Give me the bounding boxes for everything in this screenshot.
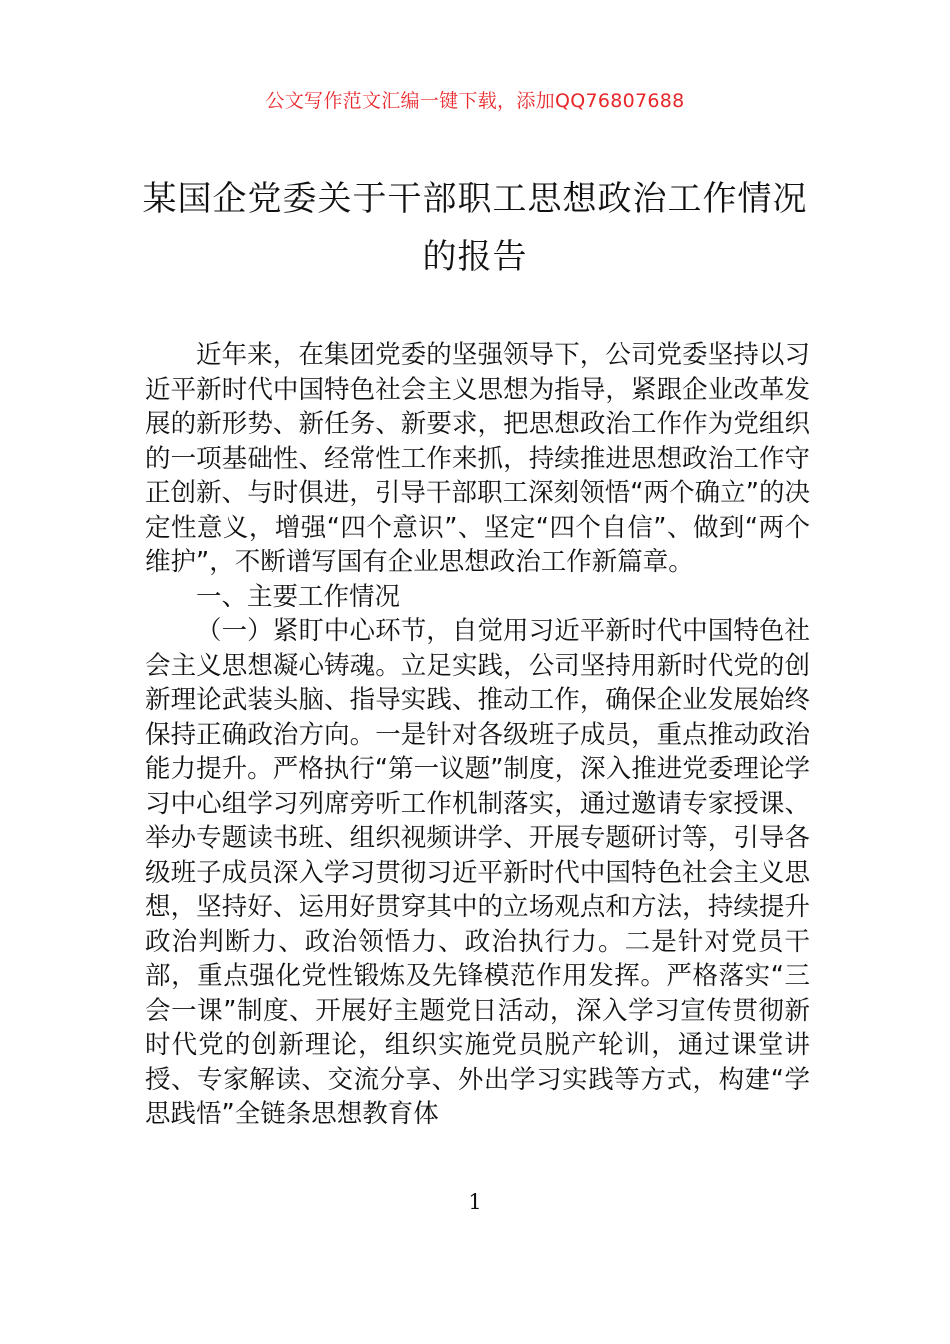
section-heading: 一、主要工作情况 (196, 581, 401, 612)
paragraph-intro: 近年来，在集团党委的坚强领导下，公司党委坚持以习近平新时代中国特色社会主义思想为指导，紧跟企业改革发展的新形势、新任务、新要求，把思想政治工作作为党组织的一项基础性、经常性工作来抓，持续推进思想政治工作守正创新、与时俱进，引导干部职工深刻领悟“两个确立”的决定性意义，增强“四个意识”、坚定“四个自信”、做到“两个维护”，不断谱写国有企业思想政治工作新篇章。 (145, 340, 810, 577)
page-number: 1 (468, 1190, 482, 1214)
document-title: 某国企党委关于干部职工思想政治工作情况的报告 (142, 179, 808, 277)
paragraph-section-1: （一）紧盯中心环节，自觉用习近平新时代中国特色社会主义思想凝心铸魂。立足实践，公司坚持用新时代党的创新理论武装头脑、指导实践、推动工作，确保企业发展始终保持正确政治方向。一是针对各级班子成员，重点推动政治能力提升。严格执行“第一议题”制度，深入推进党委理论学习中心组学习列席旁听工作机制落实，通过邀请专家授课、举办专题读书班、组织视频讲学、开展专题研讨等，引导各级班子成员深入学习贯彻习近平新时代中国特色社会主义思想，坚持好、运用好贯穿其中的立场观点和方法，持续提升政治判断力、政治领悟力、政治执行力。二是针对党员干部，重点强化党性锻炼及先锋模范作用发挥。严格落实“三会一课”制度、开展好主题党日活动，深入学习宣传贯彻新时代党的创新理论，组织实施党员脱产轮训，通过课堂讲授、专家解读、交流分享、外出学习实践等方式，构建“学思践悟”全链条思想教育体 (145, 616, 810, 1129)
document-body (145, 338, 810, 1132)
watermark-text: 公文写作范文汇编一键下载，添加QQ76807688 (265, 90, 685, 112)
